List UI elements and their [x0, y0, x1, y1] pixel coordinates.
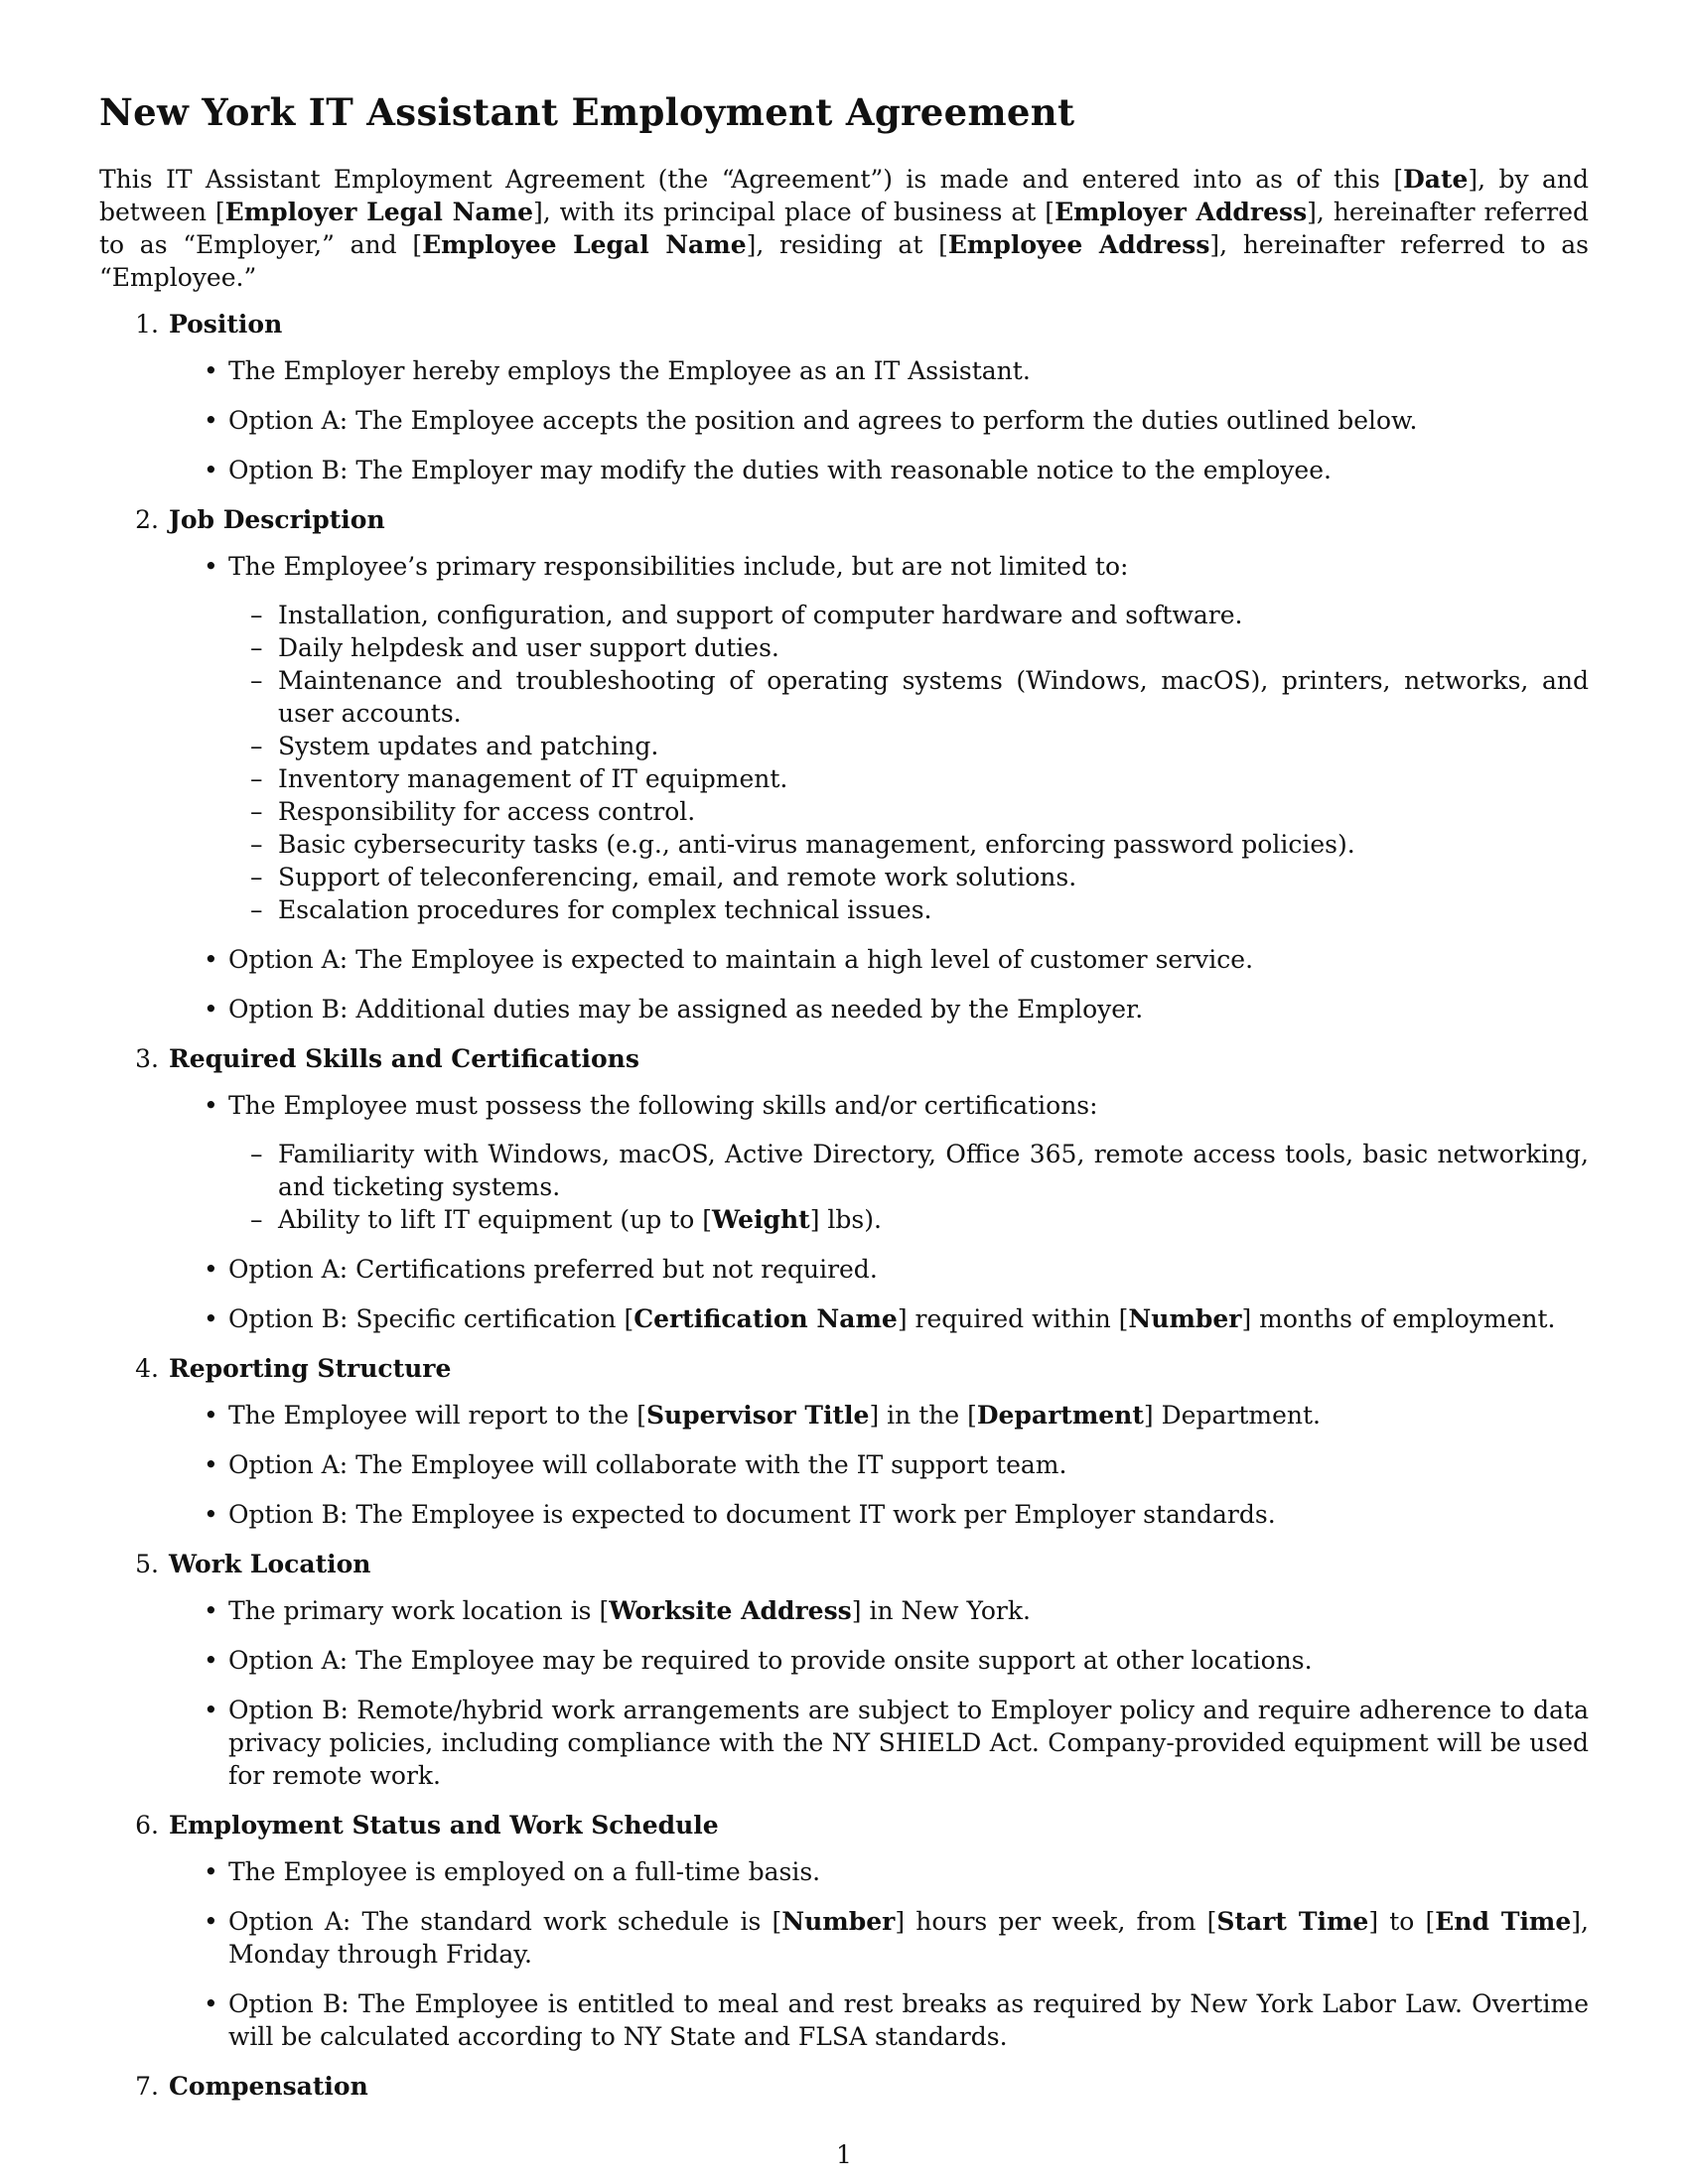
sections-list: [99, 308, 1589, 2103]
bullet-list: [99, 354, 1589, 486]
section-number: 1.: [135, 310, 159, 339]
number-field: Number: [1128, 1304, 1242, 1333]
bullet-list: [99, 1089, 1589, 1335]
section-heading: [99, 1809, 1589, 1842]
intro-paragraph: This IT Assistant Employment Agreement (the “Agreement”) is made and entered into as of this [Date], by and between [Employer Legal Name], with its principal place of business at [Employer Address], hereinafter referred to as “Employer,” and [Employee Legal Name], residing at [Employee Address], hereinafter referred to as “Employee.”: [99, 165, 1589, 292]
sub-list-item: – Familiarity with Windows, macOS, Active Directory, Office 365, remote access tools, basic networking, and ticketing systems.: [278, 1138, 1589, 1203]
sub-list-item: – Installation, configuration, and support of computer hardware and software.: [278, 599, 1589, 631]
section-title: Position: [169, 310, 283, 339]
section-position: [99, 308, 1589, 486]
supervisor-title-field: Supervisor Title: [645, 1401, 870, 1430]
document-page: [99, 87, 1589, 2116]
section-number: 3.: [135, 1044, 159, 1073]
sub-list-item: – Support of teleconferencing, email, and remote work solutions.: [278, 861, 1589, 893]
list-item: • The Employee’s primary responsibilities include, but are not limited to: – Installation, configuration, and support of computer hardware and software. – Daily helpdesk and user support duties. – Maintenance and troubleshooting of operating systems (Windows, macOS), printers, networks, and user accounts. – System updates and patching. – Inventory management of IT equipment. – Responsibility for access control. – Basic cybersecurity tasks (e.g., anti-virus management, enforcing password policies). – Support of teleconferencing, email, and remote work solutions. – Escalation procedures for complex technical issues.: [228, 550, 1589, 926]
certification-name-field: Certification Name: [633, 1304, 898, 1333]
employer-name-field: Employer Legal Name: [224, 198, 533, 226]
list-item: • Option B: The Employee is expected to document IT work per Employer standards.: [228, 1498, 1589, 1531]
employee-name-field: Employee Legal Name: [422, 230, 747, 259]
page-number: 1: [836, 2140, 852, 2169]
list-item: • Option A: The standard work schedule is [Number] hours per week, from [Start Time] to [End Time], Monday through Friday.: [228, 1905, 1589, 1971]
sub-list-item: – Ability to lift IT equipment (up to [Weight] lbs).: [278, 1203, 1589, 1236]
section-number: 4.: [135, 1354, 159, 1383]
section-heading: [99, 1548, 1589, 1580]
list-item: • Option A: The Employee is expected to maintain a high level of customer service.: [228, 943, 1589, 976]
sub-list-item: – Maintenance and troubleshooting of operating systems (Windows, macOS), printers, networks, and user accounts.: [278, 664, 1589, 730]
list-item: • The primary work location is [Worksite Address] in New York.: [228, 1594, 1589, 1627]
employer-address-field: Employer Address: [1055, 198, 1308, 226]
list-item: • Option B: The Employer may modify the duties with reasonable notice to the employee.: [228, 454, 1589, 486]
section-title: Required Skills and Certifications: [169, 1044, 639, 1073]
sub-list: [228, 1138, 1589, 1236]
date-field: Date: [1403, 165, 1469, 194]
section-number: 7.: [135, 2072, 159, 2101]
document-title: New York IT Assistant Employment Agreement: [99, 90, 1075, 134]
section-title: Compensation: [169, 2072, 368, 2101]
section-reporting-structure: [99, 1352, 1589, 1531]
sub-list-item: – Daily helpdesk and user support duties.: [278, 631, 1589, 664]
weight-field: Weight: [712, 1205, 810, 1234]
list-item: • The Employee will report to the [Supervisor Title] in the [Department] Department.: [228, 1399, 1589, 1432]
worksite-address-field: Worksite Address: [609, 1596, 852, 1625]
list-item: • Option B: Remote/hybrid work arrangements are subject to Employer policy and require adherence to data privacy policies, including compliance with the NY SHIELD Act. Company-provided equipment will be used for remote work.: [228, 1694, 1589, 1792]
list-item: • Option A: The Employee may be required to provide onsite support at other locations.: [228, 1644, 1589, 1677]
sub-list: [228, 599, 1589, 926]
bullet-list: [99, 1855, 1589, 2053]
list-item: • Option A: The Employee accepts the position and agrees to perform the duties outlined below.: [228, 404, 1589, 437]
section-heading: [99, 308, 1589, 341]
section-work-location: [99, 1548, 1589, 1792]
start-time-field: Start Time: [1216, 1907, 1369, 1936]
end-time-field: End Time: [1435, 1907, 1572, 1936]
section-heading: [99, 1352, 1589, 1385]
section-required-skills: [99, 1042, 1589, 1335]
section-title: Reporting Structure: [169, 1354, 452, 1383]
list-item: • The Employer hereby employs the Employee as an IT Assistant.: [228, 354, 1589, 387]
bullet-list: [99, 1594, 1589, 1792]
list-item: • Option B: Additional duties may be assigned as needed by the Employer.: [228, 993, 1589, 1025]
list-item: • Option B: Specific certification [Certification Name] required within [Number] months of employment.: [228, 1302, 1589, 1335]
section-compensation: [99, 2070, 1589, 2103]
list-item: • Option B: The Employee is entitled to meal and rest breaks as required by New York Labor Law. Overtime will be calculated according to NY State and FLSA standards.: [228, 1987, 1589, 2053]
sub-list-item: – System updates and patching.: [278, 730, 1589, 762]
list-item: • Option A: Certifications preferred but not required.: [228, 1253, 1589, 1286]
section-job-description: [99, 503, 1589, 1025]
department-field: Department: [976, 1401, 1144, 1430]
list-item: • The Employee must possess the following skills and/or certifications: – Familiarity with Windows, macOS, Active Directory, Office 365, remote access tools, basic networking, and ticketing systems. – Ability to lift IT equipment (up to [Weight] lbs).: [228, 1089, 1589, 1236]
sub-list-item: – Escalation procedures for complex technical issues.: [278, 893, 1589, 926]
section-number: 5.: [135, 1550, 159, 1578]
section-title: Employment Status and Work Schedule: [169, 1811, 719, 1840]
sub-list-item: – Basic cybersecurity tasks (e.g., anti-virus management, enforcing password policies).: [278, 828, 1589, 861]
bullet-list: [99, 550, 1589, 1025]
employee-address-field: Employee Address: [947, 230, 1210, 259]
list-item: • Option A: The Employee will collaborate with the IT support team.: [228, 1448, 1589, 1481]
section-employment-status: [99, 1809, 1589, 2053]
section-heading: [99, 1042, 1589, 1075]
section-number: 2.: [135, 505, 159, 534]
section-title: Job Description: [169, 505, 385, 534]
section-heading: [99, 2070, 1589, 2103]
section-heading: [99, 503, 1589, 536]
section-title: Work Location: [169, 1550, 371, 1578]
bullet-list: [99, 1399, 1589, 1531]
sub-list-item: – Responsibility for access control.: [278, 795, 1589, 828]
hours-number-field: Number: [781, 1907, 896, 1936]
sub-list-item: – Inventory management of IT equipment.: [278, 762, 1589, 795]
section-number: 6.: [135, 1811, 159, 1840]
list-item: • The Employee is employed on a full-time basis.: [228, 1855, 1589, 1888]
